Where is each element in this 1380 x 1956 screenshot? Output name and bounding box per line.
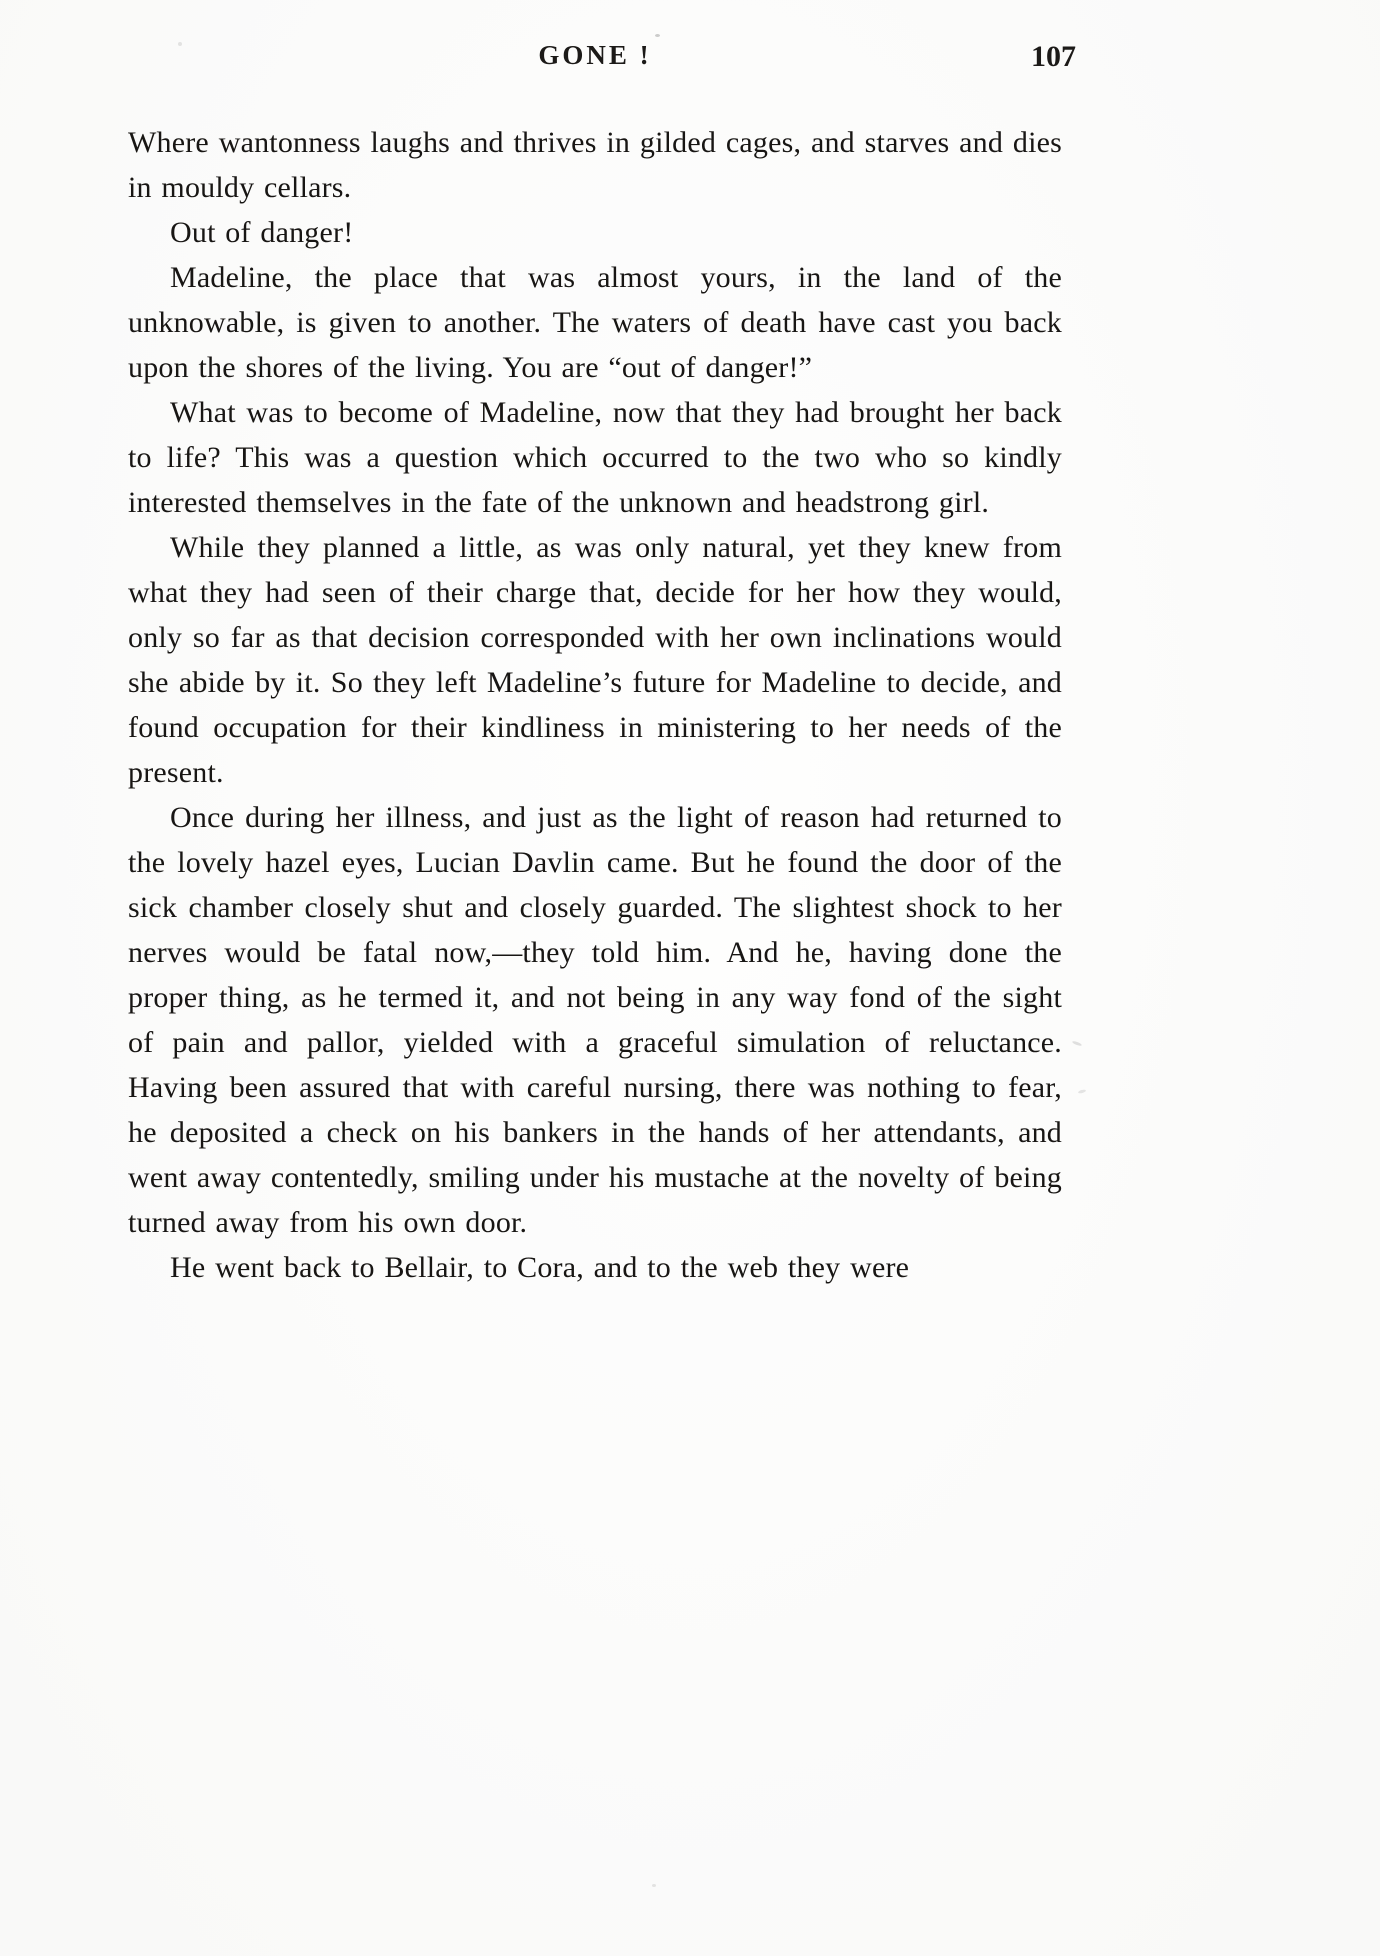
paragraph: Out of danger! (170, 216, 354, 249)
scan-speckle (1072, 1040, 1082, 1046)
scan-speckle (178, 42, 182, 46)
running-header (128, 40, 1076, 84)
scan-speckle (652, 1884, 656, 1887)
paragraph: Once during her illness, and just as the light of reason had returned to the lovely hazel eyes, Lucian Davlin came. But he found the door of the sick chamber closely shut and closely guarded. The slightest shock to her nerves would be fatal now,—they told him. And he, having done the proper thing, as he termed it, and not being in any way fond of the sight of pain and pallor, yielded with a graceful simulation of reluctance. Having been assured that with careful nursing, there was nothing to fear, he deposited a check on his bankers in the hands of her attendants, and went away contentedly, smiling under his mustache at the novelty of being turned away from his own door. (128, 801, 1062, 1239)
paragraph: What was to become of Madeline, now that they had brought her back to life? This was a question which occurred to the two who so kindly interested themselves in the fate of the unknown and headstrong girl. (128, 396, 1062, 519)
running-title: GONE ! (538, 40, 652, 70)
page-body-text (128, 120, 1062, 1290)
scan-speckle (1078, 1089, 1087, 1094)
paragraph: He went back to Bellair, to Cora, and to the web they were (170, 1251, 910, 1284)
page-number: 107 (1031, 40, 1076, 73)
paragraph: While they planned a little, as was only natural, yet they knew from what they had seen of their charge that, decide for her how they would, only so far as that decision corresponded with her own inclinations would she abide by it. So they left Madeline’s future for Madeline to decide, and found occupation for their kindliness in ministering to her needs of the present. (128, 531, 1062, 789)
scan-speckle (655, 34, 660, 37)
paragraph: Where wantonness laughs and thrives in gilded cages, and starves and dies in mouldy cellars. (128, 126, 1062, 204)
paragraph: Madeline, the place that was almost yours, in the land of the unknowable, is given to another. The waters of death have cast you back upon the shores of the living. You are “out of danger!” (128, 261, 1062, 384)
